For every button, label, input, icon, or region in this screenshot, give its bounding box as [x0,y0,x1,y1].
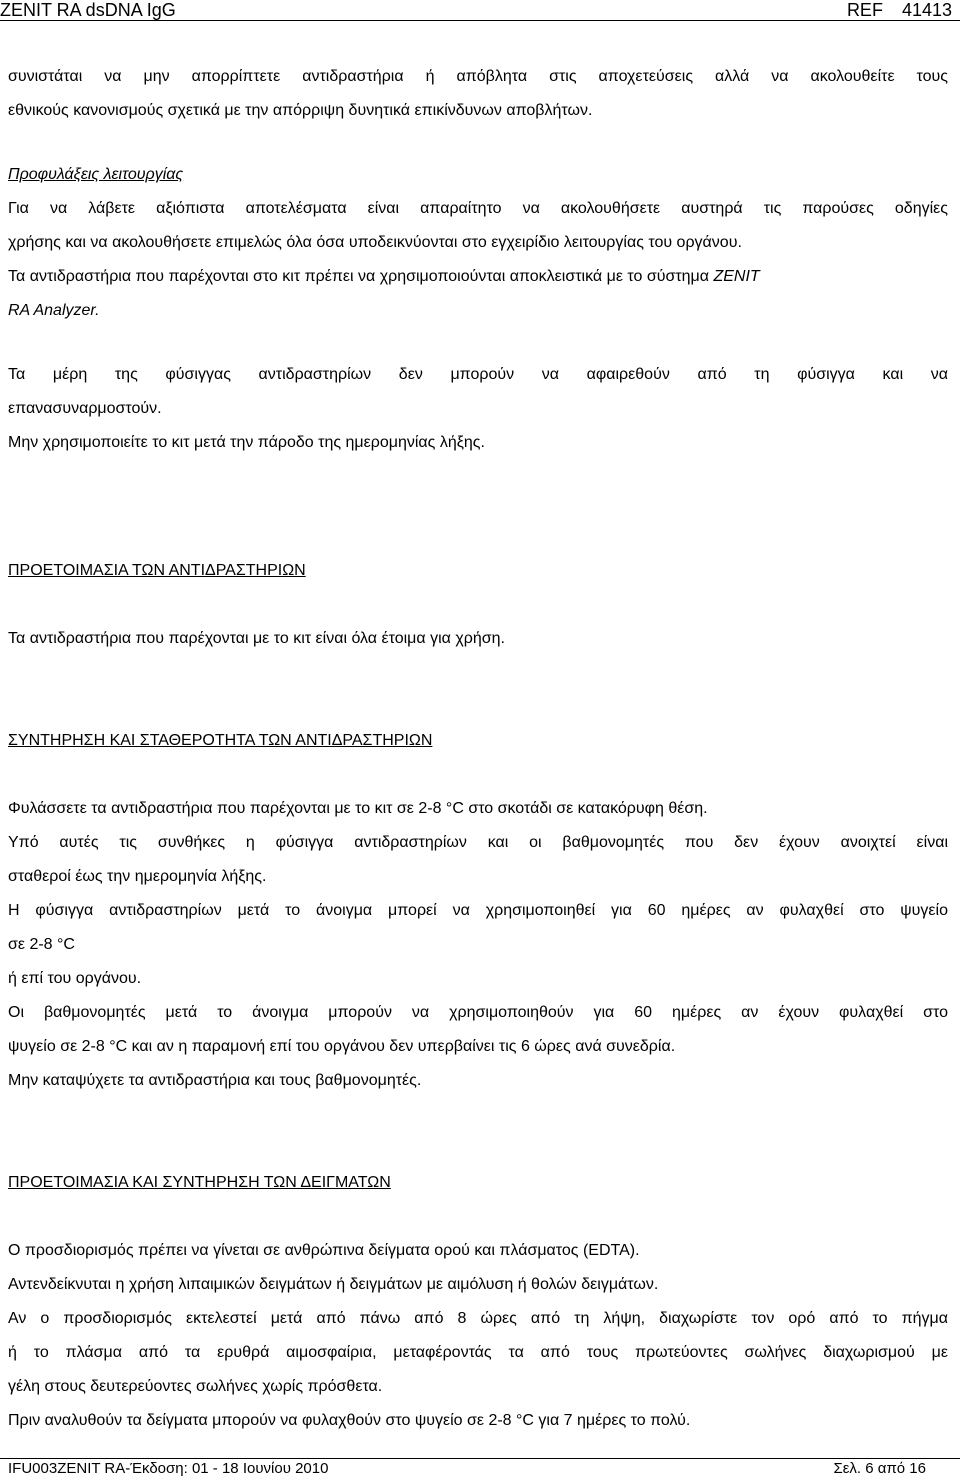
paragraph-text: Τα αντιδραστήρια που παρέχονται στο κιτ πρέπει να χρησιμοποιούνται αποκλειστικά με το σύστημα [8,268,714,285]
paragraph-line: ψυγείο σε 2-8 °C και αν η παραμονή επί του οργάνου δεν υπερβαίνει τις 6 ώρες ανά συνεδρία. [8,1038,676,1055]
paragraph-line: χρήσης και να ακολουθήσετε επιμελώς όλα όσα υποδεικνύονται στο εγχειρίδιο λειτουργίας του οργάνου. [8,234,742,251]
paragraph-line: Για να λάβετε αξιόπιστα αποτελέσματα είναι απαραίτητο να ακολουθήσετε αυστηρά τις παρούσες οδηγίες [8,200,948,217]
paragraph-line: Τα αντιδραστήρια που παρέχονται με το κιτ είναι όλα έτοιμα για χρήση. [8,630,505,647]
page-footer [0,1458,960,1479]
paragraph-line: εθνικούς κανονισμούς σχετικά με την απόρριψη δυνητικά επικίνδυνων αποβλήτων. [8,102,593,119]
paragraph-line: γέλη στους δευτερεύοντες σωλήνες χωρίς πρόσθετα. [8,1378,383,1395]
paragraph-line: επανασυναρμοστούν. [8,400,162,417]
paragraph-line [8,260,948,294]
page-number: Σελ. 6 από 16 [833,1460,926,1477]
product-name: ZENIT [713,268,760,285]
paragraph-line: Οι βαθμονομητές μετά το άνοιγμα μπορούν να χρησιμοποιηθούν για 60 ημέρες αν έχουν φυλαχθεί στο [8,1004,948,1021]
paragraph-line: Η φύσιγγα αντιδραστηρίων μετά το άνοιγμα μπορεί να χρησιμοποιηθεί για 60 ημέρες αν φυλαχθεί στο ψυγείο [8,902,948,919]
paragraph-line: ή επί του οργάνου. [8,970,142,987]
section-heading-storage: ΣΥΝΤΗΡΗΣΗ ΚΑΙ ΣΤΑΘΕΡΟΤΗΤΑ ΤΩΝ ΑΝΤΙΔΡΑΣΤΗΡΙΩΝ [8,732,433,749]
paragraph-line: ή το πλάσμα από τα ερυθρά αιμοσφαίρια, μεταφέροντάς τα από τους πρωτεύοντες σωλήνες διαχωρισμού με [8,1344,948,1361]
paragraph-line: συνιστάται να μην απορρίπτετε αντιδραστήρια ή απόβλητα στις αποχετεύσεις αλλά να ακολουθείτε τους [8,68,948,85]
paragraph-line: σε 2-8 °C [8,936,75,953]
product-name: RA Analyzer. [8,302,100,319]
section-heading-preparation: ΠΡΟΕΤΟΙΜΑΣΙΑ ΤΩΝ ΑΝΤΙΔΡΑΣΤΗΡΙΩΝ [8,562,306,579]
page-header [0,0,960,21]
paragraph-line: Υπό αυτές τις συνθήκες η φύσιγγα αντιδραστηρίων και οι βαθμονομητές που δεν έχουν ανοιχτεί είναι [8,834,948,851]
paragraph-line: σταθεροί έως την ημερομηνία λήξης. [8,868,267,885]
paragraph-line: Ο προσδιορισμός πρέπει να γίνεται σε ανθρώπινα δείγματα ορού και πλάσματος (EDTA). [8,1242,640,1259]
page-body [8,60,948,1438]
document-ref: REF 41413 [846,0,952,20]
document-version: IFU003ZENIT RA-Έκδοση: 01 - 18 Ιουνίου 2010 [8,1460,329,1477]
paragraph-line: Αντενδείκνυται η χρήση λιπαιμικών δειγμάτων ή δειγμάτων με αιμόλυση ή θολών δειγμάτων. [8,1276,659,1293]
paragraph-line: Μην χρησιμοποιείτε το κιτ μετά την πάροδο της ημερομηνίας λήξης. [8,434,485,451]
paragraph-line: Τα μέρη της φύσιγγας αντιδραστηρίων δεν μπορούν να αφαιρεθούν από τη φύσιγγα και να [8,366,948,383]
section-heading-samples: ΠΡΟΕΤΟΙΜΑΣΙΑ ΚΑΙ ΣΥΝΤΗΡΗΣΗ ΤΩΝ ΔΕΙΓΜΑΤΩΝ [8,1174,391,1191]
paragraph-line: Πριν αναλυθούν τα δείγματα μπορούν να φυλαχθούν στο ψυγείο σε 2-8 °C για 7 ημέρες το πολύ. [8,1412,691,1429]
paragraph-line: Αν ο προσδιορισμός εκτελεστεί μετά από πάνω από 8 ώρες από τη λήψη, διαχωρίστε τον ορό από το πήγμα [8,1310,948,1327]
document-title: ZENIT RA dsDNA IgG [0,0,176,20]
paragraph-line: Φυλάσσετε τα αντιδραστήρια που παρέχονται με το κιτ σε 2-8 °C στο σκοτάδι σε κατακόρυφη θέση. [8,800,708,817]
section-heading-precautions: Προφυλάξεις λειτουργίας [8,166,184,183]
paragraph-line: Μην καταψύχετε τα αντιδραστήρια και τους βαθμονομητές. [8,1072,422,1089]
